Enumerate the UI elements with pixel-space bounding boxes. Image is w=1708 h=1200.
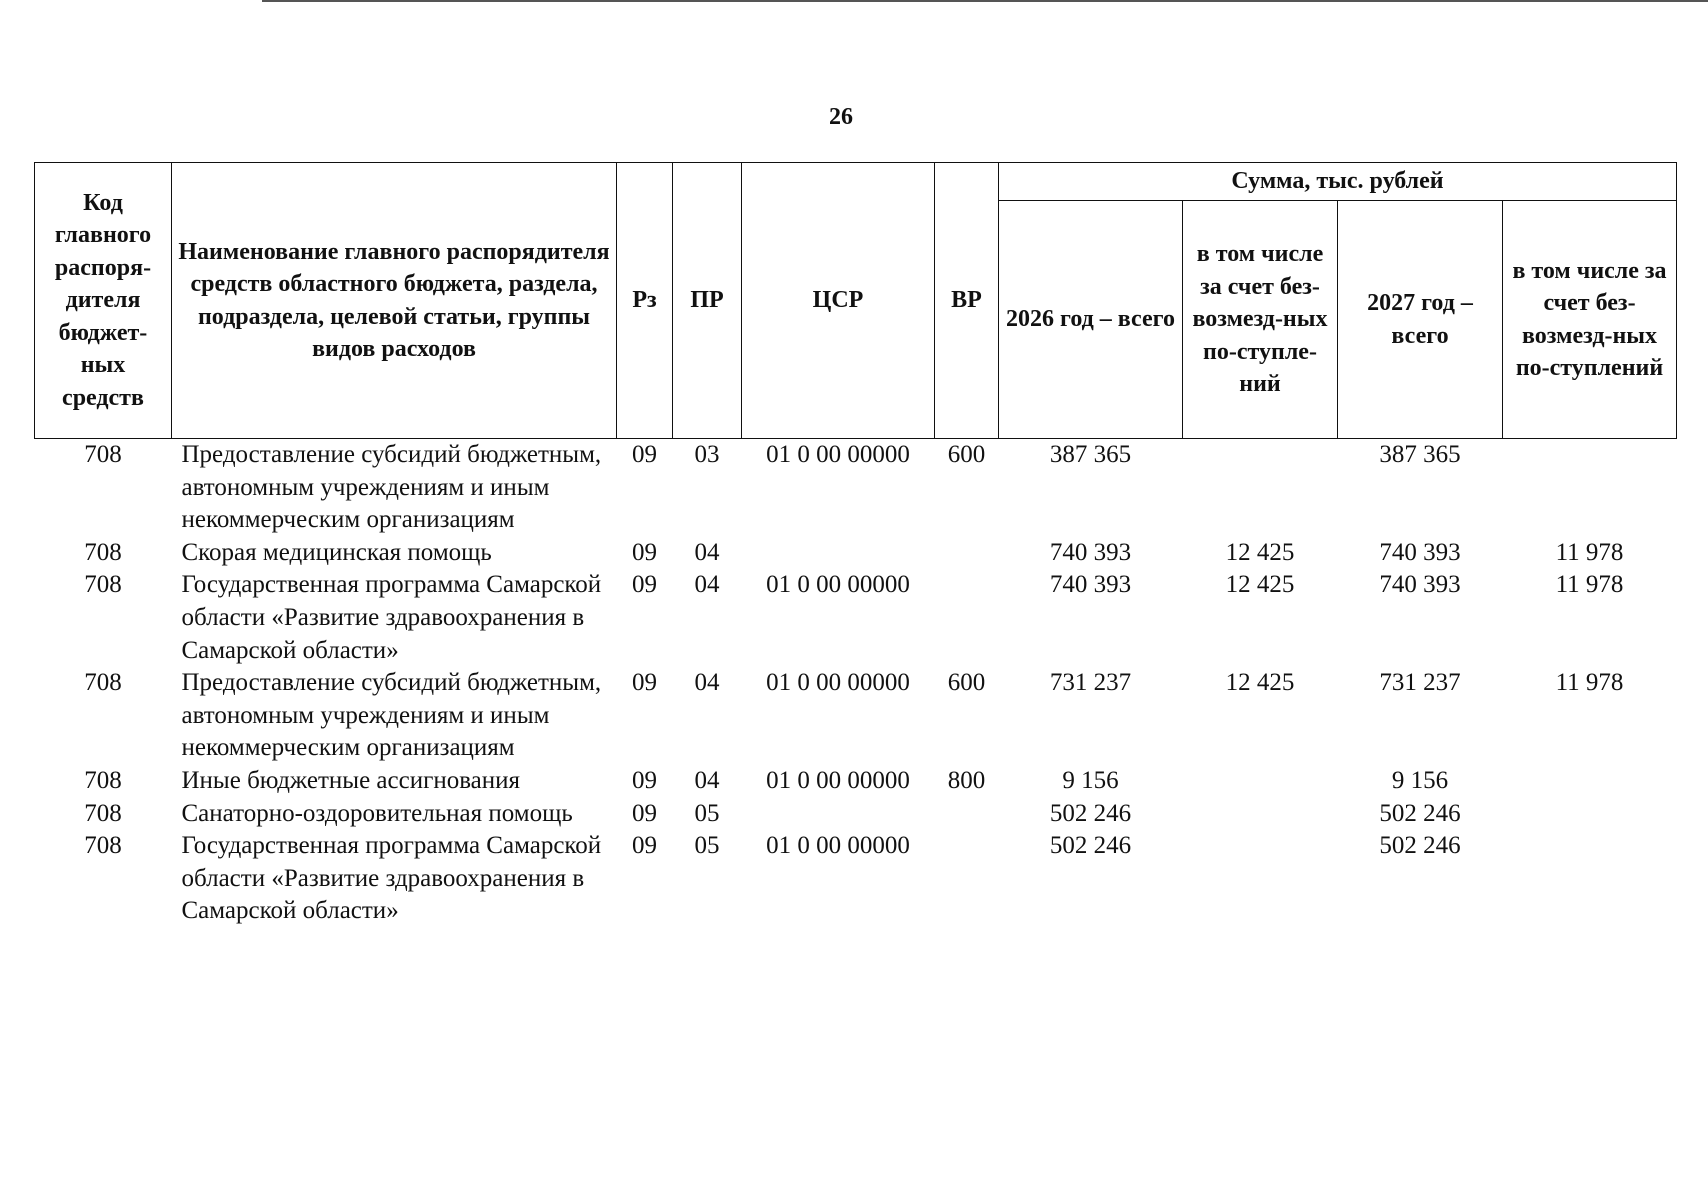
cell-2026-total: 502 246: [1049, 832, 1132, 860]
cell-pr: 04: [694, 669, 720, 697]
cell-2027-grants: [1503, 439, 1677, 537]
cell-2027-grants: 11 978: [1555, 538, 1624, 566]
cell-2027-grants: [1503, 765, 1677, 798]
cell-code: 708: [84, 799, 122, 827]
header-pr: ПР: [673, 163, 742, 439]
budget-table: [34, 162, 1677, 928]
cell-2027-grants: 11 978: [1555, 571, 1624, 599]
cell-2026-total: 740 393: [1049, 538, 1132, 566]
cell-vr: [935, 798, 999, 831]
table-row: [35, 569, 1677, 667]
cell-name: Государственная программа Самарской области «Развитие здравоохранения в Самарской области»: [181, 571, 602, 664]
cell-2027-grants: [1503, 830, 1677, 928]
header-vr: ВР: [935, 163, 999, 439]
header-2027-grants: в том числе за счет без-возмезд-ных по-ступлений: [1503, 201, 1677, 439]
cell-2026-grants: [1183, 439, 1338, 537]
cell-code: 708: [84, 669, 122, 697]
cell-rz: 09: [632, 832, 657, 860]
cell-csr: 01 0 00 00000: [766, 766, 910, 794]
cell-vr: 800: [947, 766, 986, 794]
table-row: [35, 667, 1677, 765]
header-csr: ЦСР: [742, 163, 935, 439]
cell-2026-total: 387 365: [1049, 441, 1132, 468]
cell-csr: 01 0 00 00000: [766, 441, 910, 468]
cell-csr: [742, 798, 935, 831]
cell-2027-total: 740 393: [1379, 538, 1461, 566]
cell-2026-total: 502 246: [1049, 799, 1132, 827]
cell-2026-grants: 12 425: [1225, 538, 1295, 566]
cell-pr: 04: [694, 766, 720, 794]
cell-rz: 09: [632, 766, 657, 794]
cell-pr: 05: [694, 832, 720, 860]
cell-2026-grants: [1183, 830, 1338, 928]
cell-2027-grants: 11 978: [1555, 669, 1624, 697]
cell-2027-total: 740 393: [1379, 571, 1461, 599]
cell-csr: [742, 537, 935, 570]
header-2026-total: 2026 год – всего: [999, 201, 1183, 439]
cell-2026-grants: 12 425: [1225, 571, 1295, 599]
cell-2027-total: 502 246: [1379, 799, 1461, 827]
cell-2027-grants: [1503, 798, 1677, 831]
cell-rz: 09: [632, 669, 657, 697]
cell-2026-total: 9 156: [1062, 766, 1119, 794]
header-code: Код главного распоря-дителя бюджет-ных средств: [35, 163, 172, 439]
cell-vr: 600: [947, 669, 986, 697]
cell-2026-grants: [1183, 765, 1338, 798]
cell-2027-total: 9 156: [1391, 766, 1449, 794]
cell-pr: 04: [694, 538, 720, 566]
cell-pr: 03: [694, 441, 720, 468]
cell-2027-total: 731 237: [1379, 669, 1461, 697]
cell-code: 708: [84, 538, 122, 566]
cell-2026-total: 740 393: [1049, 571, 1132, 599]
cell-name: Государственная программа Самарской области «Развитие здравоохранения в Самарской области»: [181, 832, 602, 925]
cell-rz: 09: [632, 799, 657, 827]
table-row: [35, 830, 1677, 928]
cell-code: 708: [84, 441, 122, 468]
table-row: [35, 439, 1677, 537]
cell-pr: 05: [694, 799, 720, 827]
cell-vr: [935, 569, 999, 667]
header-2027-total: 2027 год – всего: [1338, 201, 1503, 439]
cell-name: Предоставление субсидий бюджетным, автономным учреждениям и иным некоммерческим организациям: [181, 441, 602, 534]
cell-2026-grants: 12 425: [1225, 669, 1295, 697]
cell-name: Иные бюджетные ассигнования: [181, 766, 521, 794]
header-sum-group: Сумма, тыс. рублей: [999, 163, 1677, 201]
cell-name: Санаторно-оздоровительная помощь: [181, 799, 573, 827]
cell-name: Предоставление субсидий бюджетным, автономным учреждениям и иным некоммерческим организациям: [181, 669, 602, 762]
cell-code: 708: [84, 832, 122, 860]
header-2026-grants: в том числе за счет без-возмезд-ных по-ступле-ний: [1183, 201, 1338, 439]
cell-pr: 04: [694, 571, 720, 599]
cell-rz: 09: [632, 538, 657, 566]
cell-2027-total: 387 365: [1379, 441, 1461, 468]
table-row: [35, 537, 1677, 570]
cell-code: 708: [84, 571, 122, 599]
cell-vr: [935, 537, 999, 570]
cell-2026-total: 731 237: [1049, 669, 1132, 697]
header-name: Наименование главного распорядителя средств областного бюджета, раздела, подраздела, целевой статьи, группы видов расходов: [172, 163, 617, 439]
header-rz: Рз: [617, 163, 673, 439]
cell-csr: 01 0 00 00000: [766, 669, 910, 697]
table-row: [35, 798, 1677, 831]
page-number: 26: [829, 104, 853, 130]
cell-csr: 01 0 00 00000: [766, 571, 910, 599]
cell-2026-grants: [1183, 798, 1338, 831]
cell-rz: 09: [632, 441, 657, 468]
cell-code: 708: [84, 766, 122, 794]
top-rule: [262, 0, 1708, 2]
cell-vr: 600: [947, 441, 986, 468]
cell-rz: 09: [632, 571, 657, 599]
cell-csr: 01 0 00 00000: [766, 832, 910, 860]
table-row: [35, 765, 1677, 798]
cell-name: Скорая медицинская помощь: [181, 538, 492, 566]
cell-2027-total: 502 246: [1379, 832, 1461, 860]
cell-vr: [935, 830, 999, 928]
